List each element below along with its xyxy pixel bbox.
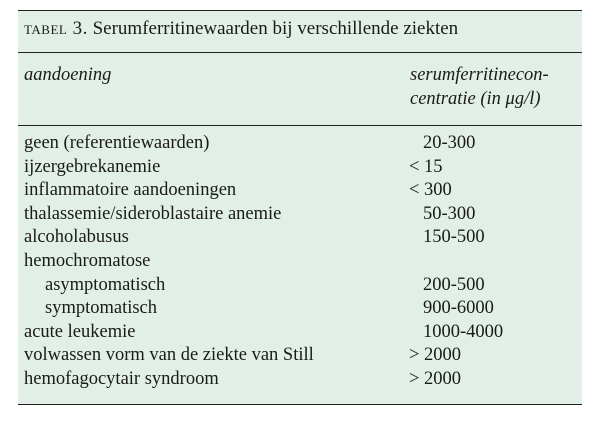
table-row [18, 297, 582, 321]
row-condition: alcoholabusus [24, 227, 129, 248]
bottom-rule [18, 404, 582, 405]
table-body [18, 132, 582, 392]
table-row [18, 250, 582, 274]
header-concentration-line1: serumferritinecon- [410, 65, 549, 85]
row-condition: acute leukemie [24, 321, 136, 342]
row-concentration: 20-300 [423, 133, 476, 153]
caption-rule [18, 52, 582, 53]
table-row [18, 203, 582, 227]
table-row [18, 226, 582, 250]
header-condition: aandoening [24, 65, 112, 85]
caption-label: tabel 3. [24, 18, 88, 39]
row-condition: thalassemie/sideroblastaire anemie [24, 203, 282, 224]
row-condition: inflammatoire aandoeningen [24, 180, 237, 201]
top-rule [18, 10, 582, 11]
table-panel [18, 10, 582, 405]
table-row [18, 132, 582, 156]
row-concentration: > 2000 [409, 368, 462, 389]
row-condition: asymptomatisch [45, 274, 166, 295]
row-condition: volwassen vorm van de ziekte van Still [24, 345, 314, 366]
table-row [18, 344, 582, 368]
table-row [18, 179, 582, 203]
table-row [18, 274, 582, 298]
row-concentration: 200-500 [423, 274, 485, 295]
row-concentration: > 2000 [409, 345, 462, 366]
row-concentration: 150-500 [423, 227, 485, 248]
row-condition: symptomatisch [45, 298, 158, 319]
row-concentration: 900-6000 [423, 298, 494, 319]
header-concentration-line2: centratie (in μg/l) [410, 89, 541, 109]
row-condition: geen (referentiewaarden) [24, 133, 210, 153]
header-concentration [410, 63, 580, 111]
row-condition: ijzergebrekanemie [24, 156, 161, 177]
table-row [18, 368, 582, 392]
table-row [18, 321, 582, 345]
caption-text: Serumferritinewaarden bij verschillende ziekten [92, 18, 459, 39]
header-rule [18, 125, 582, 126]
table-row [18, 156, 582, 180]
row-concentration: < 300 [409, 180, 452, 201]
row-concentration: 50-300 [423, 203, 476, 224]
row-condition: hemofagocytair syndroom [24, 368, 219, 389]
row-condition: hemochromatose [24, 250, 151, 271]
row-concentration: < 15 [409, 156, 443, 177]
row-concentration: 1000-4000 [423, 321, 504, 342]
table-caption [24, 18, 458, 40]
